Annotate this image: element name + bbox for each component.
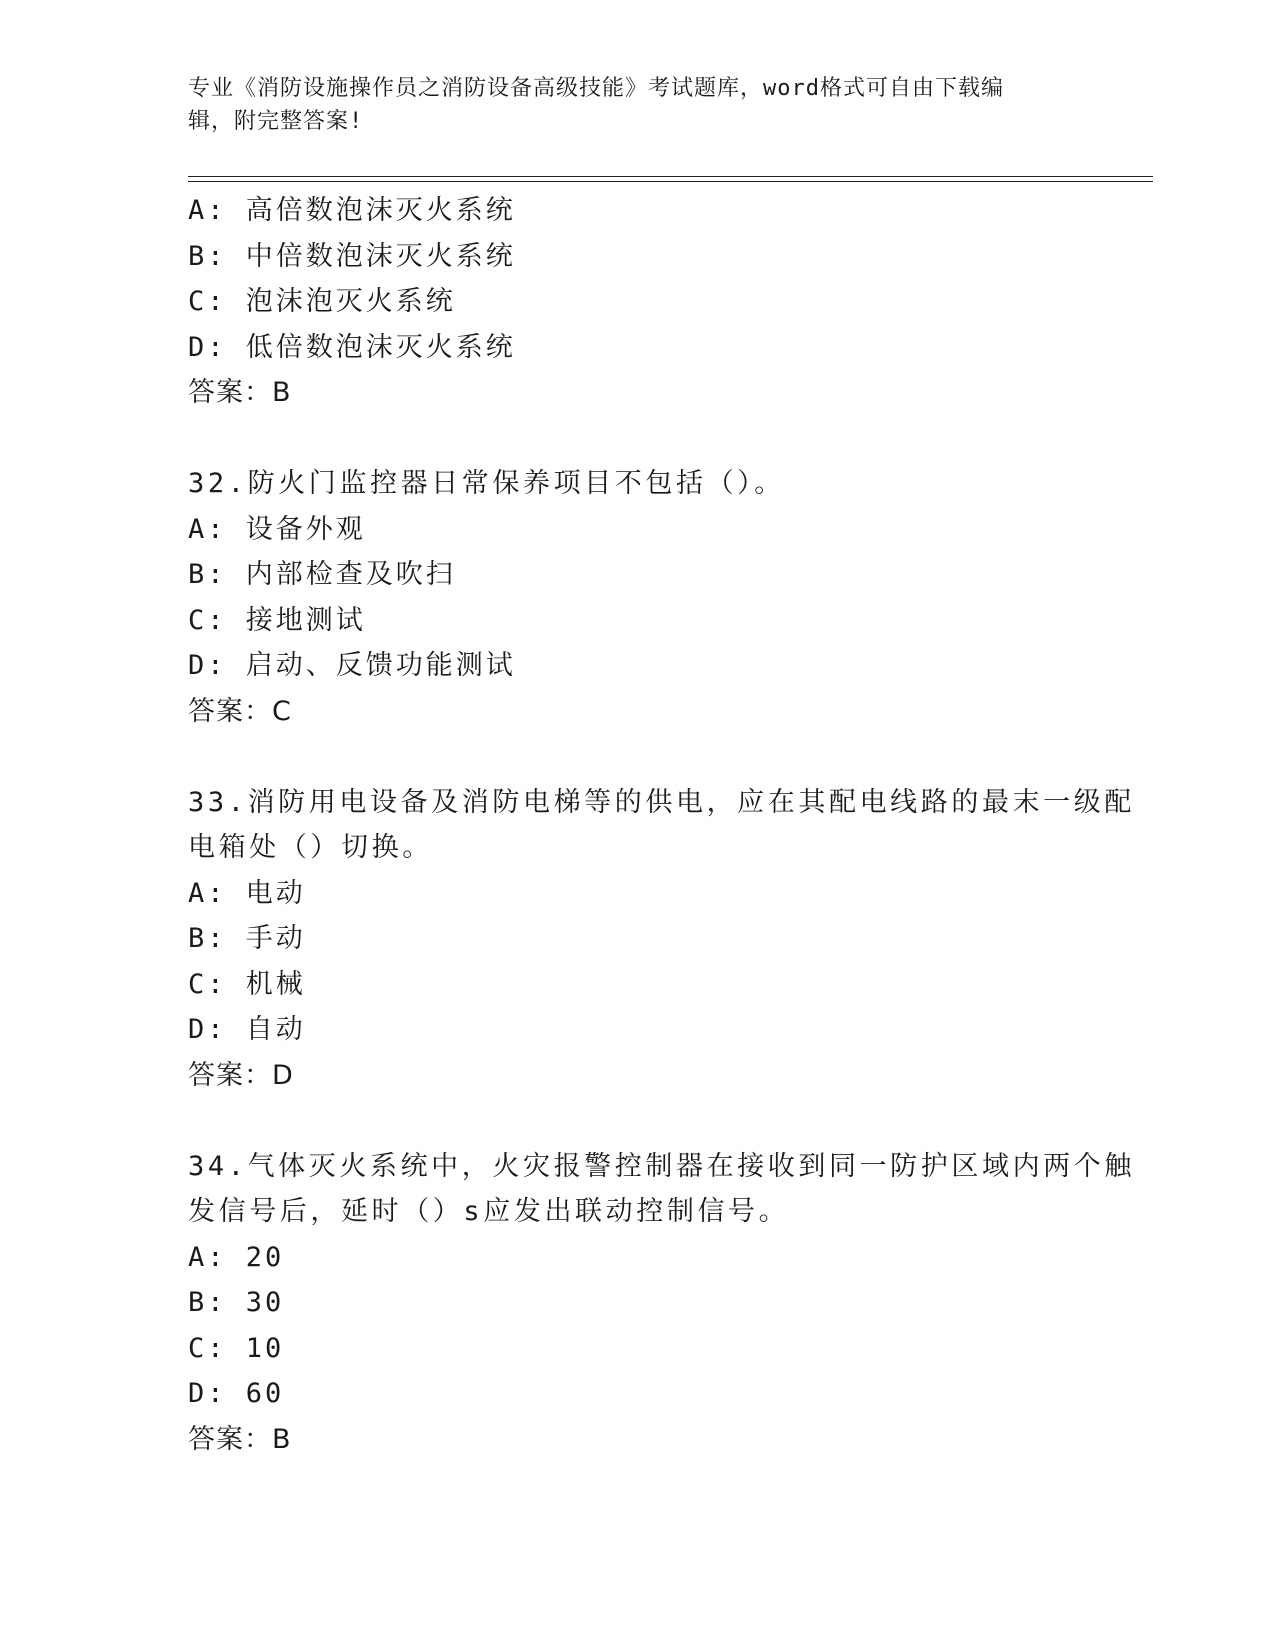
question-text-line-1: 34.气体灭火系统中，火灾报警控制器在接收到同一防护区域内两个触 <box>188 1150 1135 1182</box>
question-block-34 <box>188 1144 1135 1463</box>
option-b: B: 内部检查及吹扫 <box>188 559 456 590</box>
option-d: D: 启动、反馈功能测试 <box>188 650 516 681</box>
question-block-31 <box>188 188 1088 416</box>
question-block-32 <box>188 461 1088 734</box>
question-text-line-1: 33.消防用电设备及消防电梯等的供电，应在其配电线路的最末一级配 <box>188 786 1135 818</box>
option-c: C: 接地测试 <box>188 604 366 636</box>
header-line-1: 专业《消防设施操作员之消防设备高级技能》考试题库，word格式可自由下载编 <box>188 76 1004 101</box>
header-divider-bottom <box>188 181 1153 182</box>
option-a: A: 20 <box>188 1241 285 1273</box>
header-divider-top <box>188 176 1153 177</box>
option-a: A: 设备外观 <box>188 513 366 545</box>
answer-line: 答案：B <box>188 377 292 408</box>
option-d: D: 自动 <box>188 1014 306 1045</box>
option-b: B: 手动 <box>188 923 306 954</box>
option-c: C: 机械 <box>188 968 306 1000</box>
question-text-line-2: 电箱处（）切换。 <box>188 832 433 863</box>
document-header <box>188 72 1068 138</box>
option-b: B: 中倍数泡沫灭火系统 <box>188 240 516 272</box>
option-a: A: 电动 <box>188 877 306 909</box>
answer-line: 答案：D <box>188 1059 294 1091</box>
header-line-2: 辑，附完整答案! <box>188 109 364 134</box>
option-d: D: 低倍数泡沫灭火系统 <box>188 331 516 363</box>
question-list <box>188 188 1135 1462</box>
question-text: 32.防火门监控器日常保养项目不包括（）。 <box>188 468 785 499</box>
option-b: B: 30 <box>188 1287 285 1318</box>
question-text-line-2: 发信号后，延时（）s应发出联动控制信号。 <box>188 1196 790 1227</box>
answer-line: 答案：B <box>188 1423 292 1455</box>
option-a: A: 高倍数泡沫灭火系统 <box>188 195 516 226</box>
option-c: C: 泡沫泡灭火系统 <box>188 286 456 317</box>
option-c: C: 10 <box>188 1332 285 1364</box>
question-block-33 <box>188 780 1135 1099</box>
answer-line: 答案：C <box>188 695 292 727</box>
option-d: D: 60 <box>188 1378 285 1409</box>
